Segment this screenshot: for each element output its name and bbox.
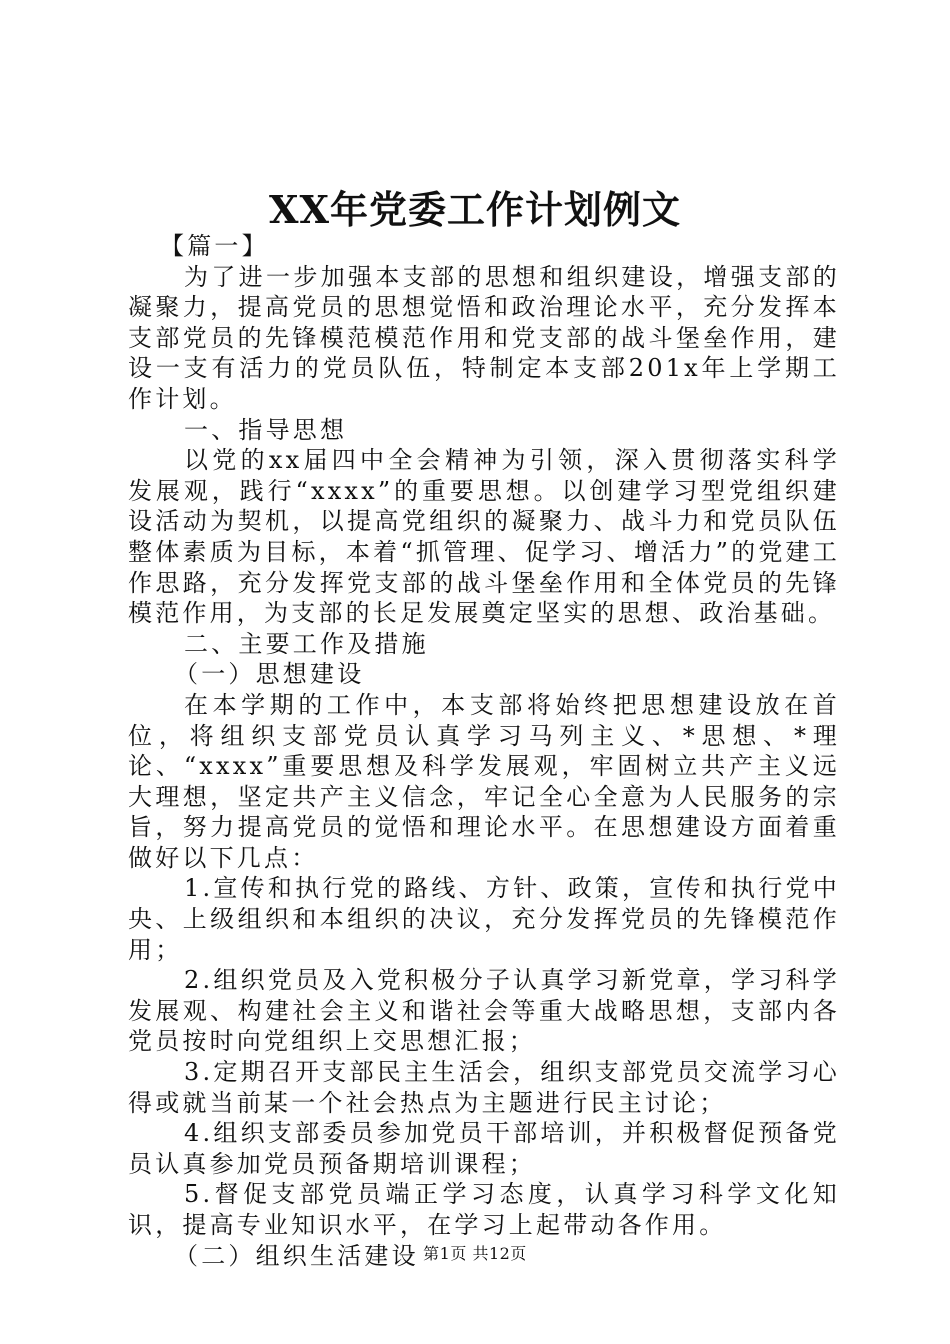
heading-guiding-ideology: 一、指导思想 — [184, 415, 348, 444]
document-body — [128, 231, 840, 1271]
page-footer: 第1页 共12页 — [423, 1244, 527, 1263]
list-item-3: 3.定期召开支部民主生活会，组织支部党员交流学习心得或就当前某一个社会热点为主题进行民主讨论； — [128, 1058, 840, 1117]
subheading-ideological-building: （一）思想建设 — [174, 660, 365, 689]
list-item-4: 4.组织支部委员参加党员干部培训，并积极督促预备党员认真参加党员预备期培训课程； — [128, 1119, 840, 1178]
list-item-1: 1.宣传和执行党的路线、方针、政策，宣传和执行党中央、上级组织和本组织的决议，充分发挥党员的先锋模范作用； — [128, 874, 840, 964]
list-item-5: 5.督促支部党员端正学习态度，认真学习科学文化知识，提高专业知识水平，在学习上起带动各作用。 — [128, 1180, 840, 1239]
heading-main-work: 二、主要工作及措施 — [184, 629, 429, 658]
document-title: XX年党委工作计划例文 — [269, 187, 681, 232]
paragraph-guiding-ideology: 以党的xx届四中全会精神为引领，深入贯彻落实科学发展观，践行“xxxx”的重要思想。以创建学习型党组织建设活动为契机，以提高党组织的凝聚力、战斗力和党员队伍整体素质为目标，本着“抓管理、促学习、增活力”的党建工作思路，充分发挥党支部的战斗堡垒作用和全体党员的先锋模范作用，为支部的长足发展奠定坚实的思想、政治基础。 — [128, 446, 840, 628]
paragraph-ideological-building: 在本学期的工作中，本支部将始终把思想建设放在首位，将组织支部党员认真学习马列主义、*思想、*理论、“xxxx”重要思想及科学发展观，牢固树立共产主义远大理想，坚定共产主义信念，牢记全心全意为人民服务的宗旨，努力提高党员的觉悟和理论水平。在思想建设方面着重做好以下几点： — [128, 690, 840, 872]
section-label: 【篇一】 — [160, 232, 269, 260]
list-item-2: 2.组织党员及入党积极分子认真学习新党章，学习科学发展观、构建社会主义和谐社会等重大战略思想，支部内各党员按时向党组织上交思想汇报； — [128, 966, 840, 1056]
paragraph-intro: 为了进一步加强本支部的思想和组织建设，增强支部的凝聚力，提高党员的思想觉悟和政治理论水平，充分发挥本支部党员的先锋模范模范作用和党支部的战斗堡垒作用，建设一支有活力的党员队伍，特制定本支部201x年上学期工作计划。 — [128, 262, 840, 413]
subheading-organizational-life: （二）组织生活建设 — [174, 1241, 419, 1270]
